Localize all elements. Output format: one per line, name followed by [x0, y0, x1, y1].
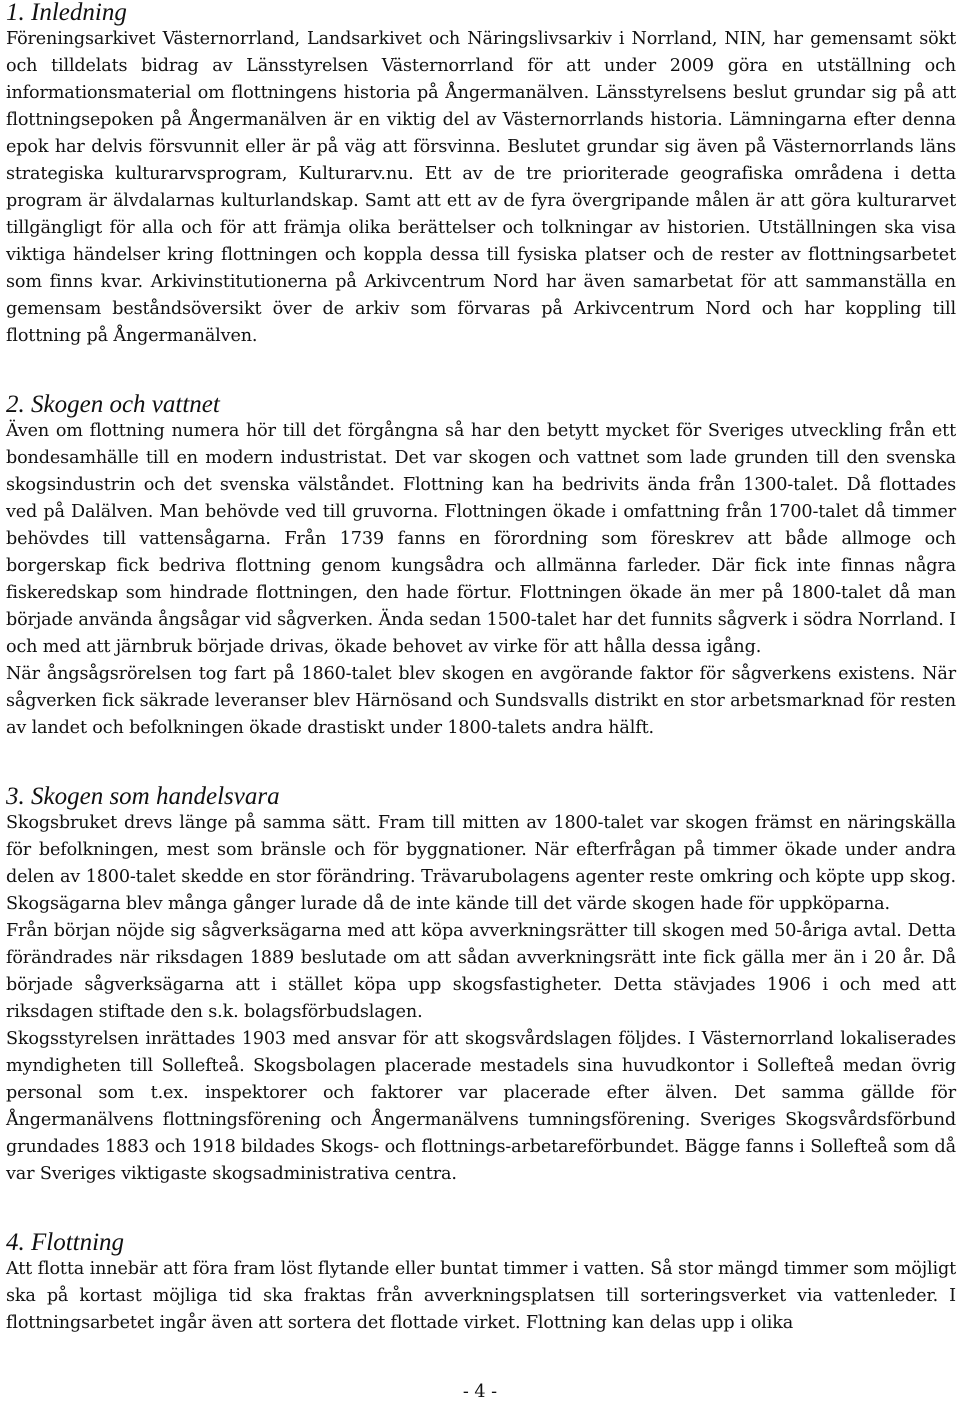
section-heading: 4. Flottning	[6, 1229, 125, 1256]
paragraph: Även om flottning numera hör till det förgångna så har den betytt mycket för Sveriges utveckling från ett bondesamhälle till en modern industristat. Det var skogen och vattnet som lade grunden till den svenska skogsindustrin och det svenska välståndet. Flottning kan ha bedrivits ända från 1300-talet. Då flottades ved på Dalälven. Man behövde ved till gruvorna. Flottningen ökade i omfattning från 1700-talet då timmer behövdes till vattensågarna. Från 1739 fanns en förordning som föreskrev att både allmoge och borgerskap fick bedriva flottning genom kungsådra och allmänna farleder. Där fick inte finnas några fiskeredskap som hindrade flottningen, den hade förtur. Flottningen ökade än mer på 1800-talet då man började använda ångsågar vid sågverken. Ända sedan 1500-talet har det funnits sågverk i södra Norrland. I och med att järnbruk började drivas, ökade behovet av virke för att hålla dessa igång.	[6, 421, 956, 657]
paragraph: Skogsstyrelsen inrättades 1903 med ansvar för att skogsvårdslagen följdes. I Västernorrland lokaliserades myndigheten till Sollefteå. Skogsbolagen placerade mestadels sina huvudkontor i Sollefteå medan övrig personal som t.ex. inspektorer och faktorer var placerade efter älven. Det samma gällde för Ångermanälvens flottningsförening och Ångermanälvens tumningsförening. Sveriges Skogsvårdsförbund grundades 1883 och 1918 bildades Skogs- och flottnings-arbetareförbundet. Bägge fanns i Sollefteå som då var Sveriges viktigaste skogsadministrativa centra.	[6, 1029, 956, 1184]
paragraph: Föreningsarkivet Västernorrland, Landsarkivet och Näringslivsarkiv i Norrland, NIN, har gemensamt sökt och tilldelats bidrag av Länsstyrelsen Västernorrland för att under 2009 göra en utställning och informationsmaterial om flottningens historia på Ångermanälven. Länsstyrelsens beslut grundar sig på att flottningsepoken på Ångermanälven är en viktig del av Västernorrlands historia. Lämningarna efter denna epok har delvis försvunnit eller är på väg att försvinna. Beslutet grundar sig även på Västernorrlands läns strategiska kulturarvsprogram, Kulturarv.nu. Ett av de tre prioriterade geografiska områdena i detta program är älvdalarnas kulturlandskap. Samt att ett av de fyra övergripande målen är att göra kulturarvet tillgängligt för alla och för att främja olika berättelser och tolkningar av historien. Utställningen ska visa viktiga händelser kring flottningen och koppla dessa till fysiska platser och de rester av flottningsarbetet som finns kvar. Arkivinstitutionerna på Arkivcentrum Nord har även samarbetat för att sammanställa en gemensam beståndsöversikt över de arkiv som förvaras på Arkivcentrum Nord och har koppling till flottning på Ångermanälven.	[6, 29, 956, 346]
paragraph: Skogsbruket drevs länge på samma sätt. Fram till mitten av 1800-talet var skogen främst en näringskälla för befolkningen, mest som bränsle och för byggnationer. När efterfrågan på timmer ökade under andra delen av 1800-talet skedde en stor förändring. Trävarubolagens agenter reste omkring och köpte upp skog. Skogsägarna blev många gånger lurade då de inte kände till det värde skogen hade för uppköparna.	[6, 813, 956, 914]
section-skogen-och-vattnet	[6, 391, 956, 742]
paragraph: Från början nöjde sig sågverksägarna med att köpa avverkningsrätter till skogen med 50-åriga avtal. Detta förändrades när riksdagen 1889 beslutade om att sådan avverkningsrätt inte fick gälla mer än i 20 år. Då började sågverksägarna att i stället köpa upp skogsfastigheter. Detta stävjades 1906 i och med att riksdagen stiftade den s.k. bolagsförbudslagen.	[6, 921, 956, 1022]
section-gap	[6, 1188, 956, 1229]
section-gap	[6, 350, 956, 391]
section-skogen-som-handelsvara	[6, 783, 956, 1188]
section-inledning	[6, 0, 956, 350]
document-page	[6, 0, 956, 1337]
section-gap	[6, 742, 956, 783]
page-number: - 4 -	[462, 1382, 498, 1402]
section-heading: 2. Skogen och vattnet	[6, 391, 220, 418]
section-heading: 1. Inledning	[6, 0, 127, 26]
section-flottning	[6, 1229, 956, 1337]
paragraph: När ångsågsrörelsen tog fart på 1860-talet blev skogen en avgörande faktor för sågverkens existens. När sågverken fick säkrade leveranser blev Härnösand och Sundsvalls distrikt en stor arbetsmarknad för resten av landet och befolkningen ökade drastiskt under 1800-talets andra hälft.	[6, 664, 956, 738]
paragraph: Att flotta innebär att föra fram löst flytande eller buntat timmer i vatten. Så stor mängd timmer som möjligt ska på kortast möjliga tid ska fraktas från avverkningsplatsen till sorteringsverket via vattenleder. I flottningsarbetet ingår även att sortera det flottade virket. Flottning kan delas upp i olika	[6, 1259, 956, 1333]
section-heading: 3. Skogen som handelsvara	[6, 783, 280, 810]
